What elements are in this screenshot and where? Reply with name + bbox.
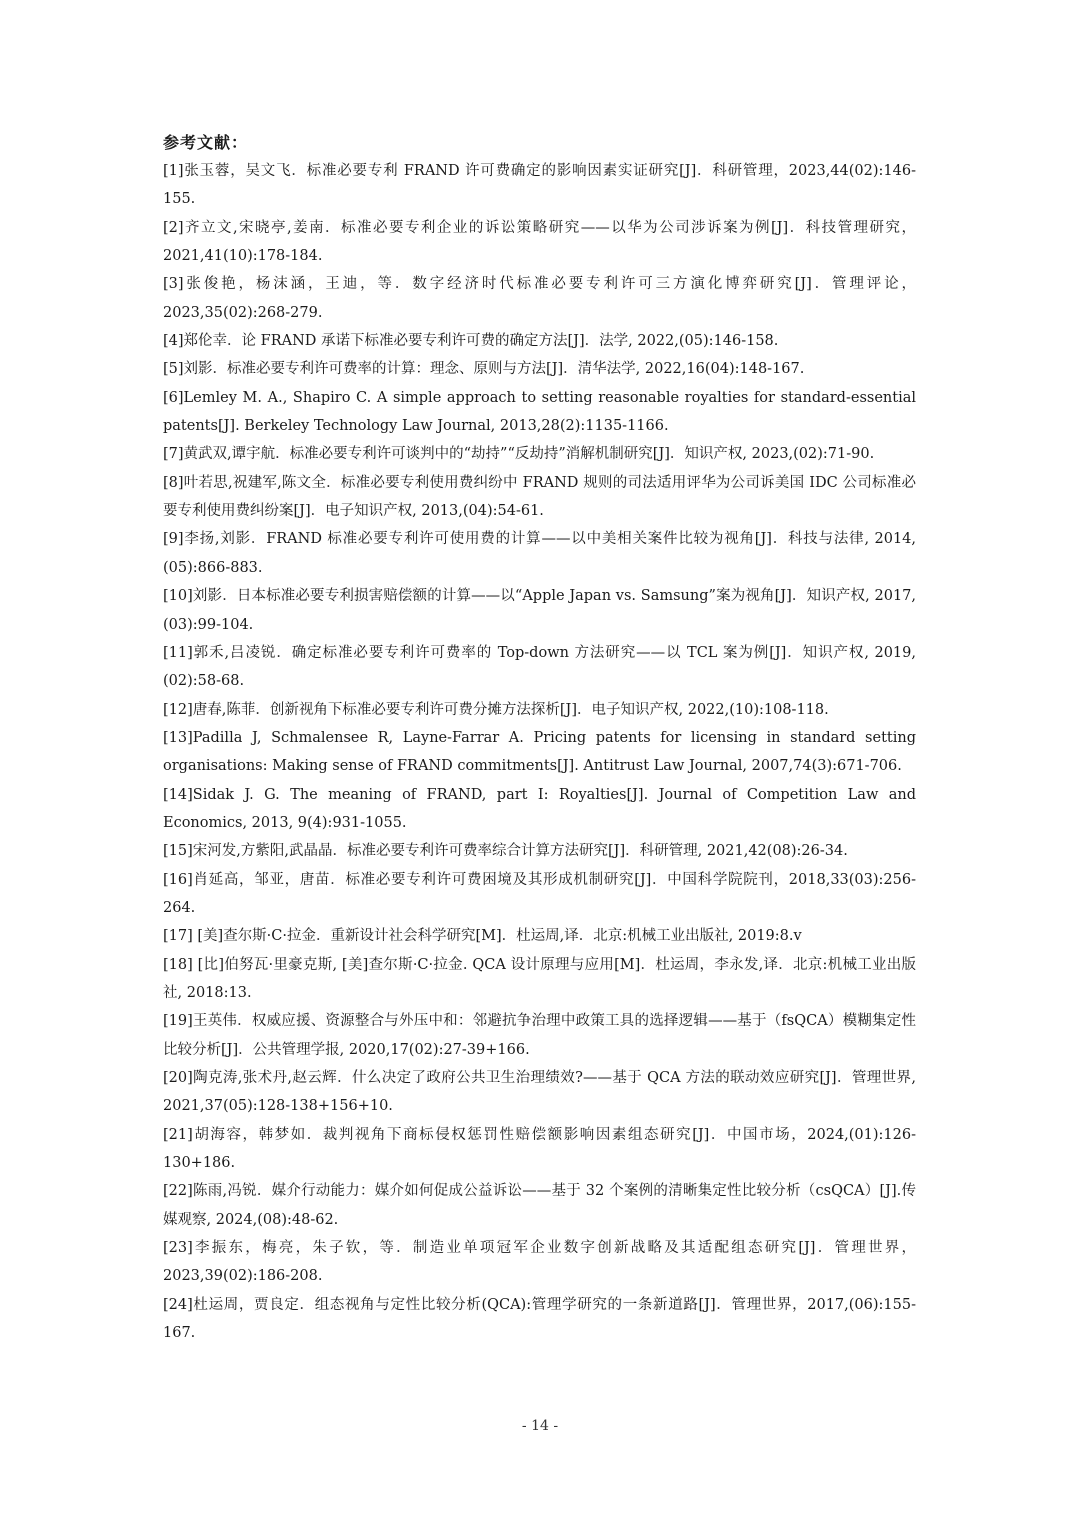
reference-item: [6]Lemley M. A., Shapiro C. A simple approach to setting reasonable royalties for standard-essential patents[J]. Berkeley Technology Law Journal, 2013,28(2):1135-1166. — [163, 389, 916, 435]
reference-item: [15]宋河发,方紫阳,武晶晶．标准必要专利许可费率综合计算方法研究[J]．科研管理, 2021,42(08):26-34. — [163, 843, 848, 860]
reference-list — [163, 157, 916, 1347]
reference-item: [23]李振东，梅亮，朱子钦，等．制造业单项冠军企业数字创新战略及其适配组态研究[J]．管理世界，2023,39(02):186-208. — [163, 1240, 916, 1285]
reference-item: [19]王英伟．权威应援、资源整合与外压中和：邻避抗争治理中政策工具的选择逻辑——基于（fsQCA）模糊集定性比较分析[J]．公共管理学报, 2020,17(02):27-39+166. — [163, 1013, 916, 1058]
reference-item: [3]张俊艳，杨沫涵，王迪，等．数字经济时代标准必要专利许可三方演化博弈研究[J]．管理评论，2023,35(02):268-279. — [163, 276, 916, 321]
reference-item: [2]齐立文,宋晓亭,姜南．标准必要专利企业的诉讼策略研究——以华为公司涉诉案为例[J]．科技管理研究，2021,41(10):178-184. — [163, 219, 916, 265]
references-section — [163, 129, 916, 1347]
reference-item: [11]郭禾,吕凌锐．确定标准必要专利许可费率的 Top-down 方法研究——以 TCL 案为例[J]．知识产权, 2019,(02):58-68. — [163, 644, 916, 690]
reference-item: [8]叶若思,祝建军,陈文全．标准必要专利使用费纠纷中 FRAND 规则的司法适用评华为公司诉美国 IDC 公司标准必要专利使用费纠纷案[J]．电子知识产权, 2013,(04):54-61. — [163, 474, 916, 520]
reference-item: [5]刘影．标准必要专利许可费率的计算：理念、原则与方法[J]．清华法学, 2022,16(04):148-167. — [163, 361, 805, 378]
reference-item: [13]Padilla J, Schmalensee R, Layne-Farrar A. Pricing patents for licensing in standard setting organisations: Making sense of FRAND commitments[J]. Antitrust Law Journal, 2007,74(3):671-706. — [163, 729, 916, 775]
reference-item: [21]胡海容，韩梦如．裁判视角下商标侵权惩罚性赔偿额影响因素组态研究[J]．中国市场，2024,(01):126-130+186. — [163, 1126, 916, 1172]
reference-item: [14]Sidak J. G. The meaning of FRAND, part I: Royalties[J]. Journal of Competition Law and Economics, 2013, 9(4):931-1055. — [163, 786, 916, 831]
reference-item: [18] [比]伯努瓦·里豪克斯, [美]查尔斯·C·拉金. QCA 设计原理与应用[M]．杜运周，李永发,译．北京:机械工业出版社, 2018:13. — [163, 956, 916, 1001]
reference-item: [1]张玉蓉，吴文飞．标准必要专利 FRAND 许可费确定的影响因素实证研究[J]．科研管理，2023,44(02):146-155. — [163, 163, 916, 208]
reference-item: [4]郑伦幸．论 FRAND 承诺下标准必要专利许可费的确定方法[J]．法学, 2022,(05):146-158. — [163, 333, 779, 350]
reference-item: [12]唐春,陈菲．创新视角下标准必要专利许可费分摊方法探析[J]．电子知识产权, 2022,(10):108-118. — [163, 701, 829, 718]
reference-item: [9]李扬,刘影．FRAND 标准必要专利许可使用费的计算——以中美相关案件比较为视角[J]．科技与法律, 2014,(05):866-883. — [163, 531, 916, 576]
references-heading: 参考文献： — [163, 133, 249, 152]
reference-item: [7]黄武双,谭宇航．标准必要专利许可谈判中的“劫持”“反劫持”消解机制研究[J]．知识产权, 2023,(02):71-90. — [163, 446, 875, 463]
reference-item: [17] [美]查尔斯·C·拉金．重新设计社会科学研究[M]．杜运周,译．北京:机械工业出版社, 2019:8.v — [163, 928, 802, 945]
page-number: - 14 - — [521, 1418, 559, 1434]
reference-item: [22]陈雨,冯锐．媒介行动能力：媒介如何促成公益诉讼——基于 32 个案例的清晰集定性比较分析（csQCA）[J].传媒观察, 2024,(08):48-62. — [163, 1183, 916, 1228]
reference-item: [24]杜运周，贾良定．组态视角与定性比较分析(QCA):管理学研究的一条新道路[J]．管理世界，2017,(06):155-167. — [163, 1296, 916, 1342]
reference-item: [10]刘影．日本标准必要专利损害赔偿额的计算——以“Apple Japan vs. Samsung”案为视角[J]．知识产权, 2017,(03):99-104. — [163, 588, 916, 633]
reference-item: [20]陶克涛,张术丹,赵云辉．什么决定了政府公共卫生治理绩效?——基于 QCA 方法的联动效应研究[J]．管理世界, 2021,37(05):128-138+156+10. — [163, 1070, 916, 1115]
reference-item: [16]肖延高，邹亚，唐苗．标准必要专利许可费困境及其形成机制研究[J]．中国科学院院刊，2018,33(03):256-264. — [163, 871, 916, 916]
